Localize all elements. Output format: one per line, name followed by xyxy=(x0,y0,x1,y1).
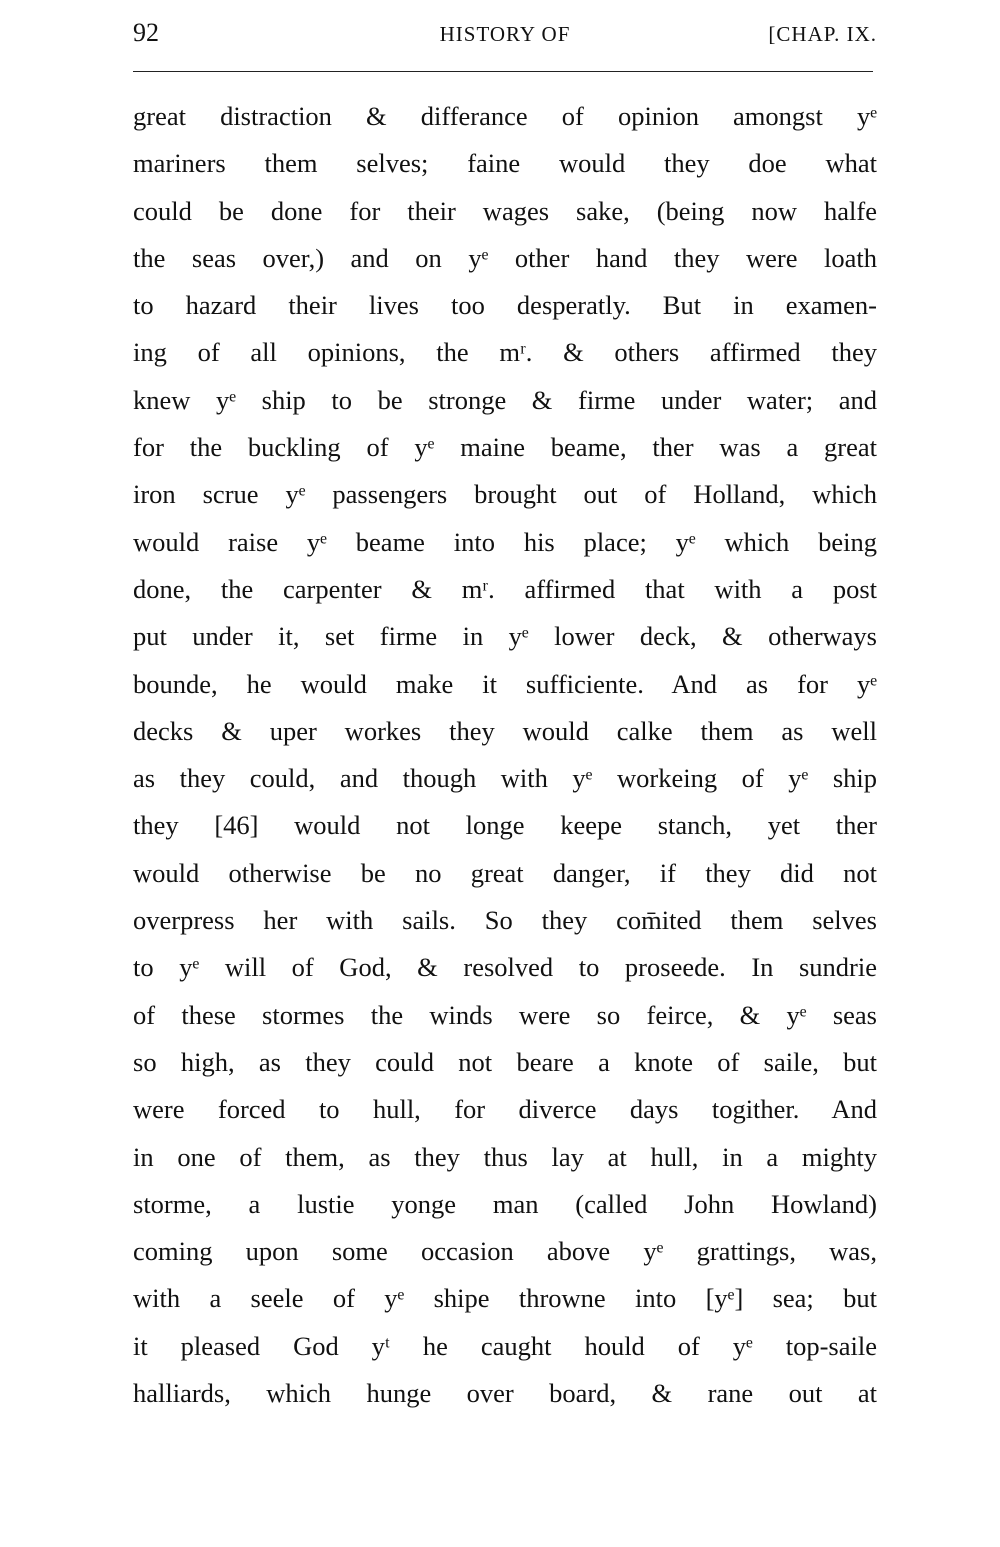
text-line xyxy=(133,995,877,1042)
text-line xyxy=(133,947,877,994)
text-line-content: could be done for their wages sake, (being now halfe xyxy=(133,195,877,226)
text-line-content: would otherwise be no great danger, if they did not xyxy=(133,857,877,888)
text-line xyxy=(133,853,877,900)
text-line-content: with a seele of yᵉ shipe throwne into [yᵉ] sea; but xyxy=(133,1283,877,1314)
text-line-content: mariners them selves; faine would they doe what xyxy=(133,148,877,179)
text-line-content: they [46] would not longe keepe stanch, yet ther xyxy=(133,810,877,841)
text-line xyxy=(133,522,877,569)
text-line xyxy=(133,143,877,190)
text-line xyxy=(133,664,877,711)
chapter-label: [CHAP. IX. xyxy=(768,22,877,46)
page-number: 92 xyxy=(133,18,159,47)
text-line-content: would raise yᵉ beame into his place; yᵉ which being xyxy=(133,526,877,557)
text-line xyxy=(133,474,877,521)
text-line xyxy=(133,191,877,238)
text-line-content: knew yᵉ ship to be stronge & firme under water; and xyxy=(133,384,877,415)
text-line-content: put under it, set firme in yᵉ lower deck, & otherways xyxy=(133,621,877,652)
text-line xyxy=(133,332,877,379)
text-line-content: for the buckling of yᵉ maine beame, ther was a great xyxy=(133,432,877,463)
text-line xyxy=(133,711,877,758)
text-line-content: bounde, he would make it sufficiente. And as for yᵉ xyxy=(133,668,877,699)
text-line-content: ing of all opinions, the mʳ. & others affirmed they xyxy=(133,337,877,368)
text-line xyxy=(133,758,877,805)
text-line-content: the seas over,) and on yᵉ other hand they were loath xyxy=(133,242,877,273)
text-line xyxy=(133,1373,877,1420)
text-line xyxy=(133,1089,877,1136)
text-line-content: were forced to hull, for diverce days togither. And xyxy=(133,1094,877,1125)
text-line xyxy=(133,96,877,143)
text-line-content: in one of them, as they thus lay at hull, in a mighty xyxy=(133,1141,877,1172)
text-line xyxy=(133,1278,877,1325)
header-rule xyxy=(133,71,873,72)
text-line xyxy=(133,569,877,616)
text-line xyxy=(133,805,877,852)
text-line xyxy=(133,238,877,285)
text-line-content: done, the carpenter & mʳ. affirmed that with a post xyxy=(133,573,877,604)
text-line-content: to hazard their lives too desperatly. But in examen- xyxy=(133,290,877,321)
text-line-content: decks & uper workes they would calke them as well xyxy=(133,715,877,746)
page-header xyxy=(133,18,877,58)
text-line-content: storme, a lustie yonge man (called John Howland) xyxy=(133,1188,877,1219)
text-line xyxy=(133,1137,877,1184)
text-line-content: halliards, which hunge over board, & rane out at xyxy=(133,1378,877,1409)
text-line-content: coming upon some occasion above yᵉ grattings, was, xyxy=(133,1236,877,1267)
text-line xyxy=(133,1231,877,1278)
text-line xyxy=(133,900,877,947)
text-line xyxy=(133,616,877,663)
text-line-content: overpress her with sails. So they com̄ited them selves xyxy=(133,905,877,936)
text-line-content: as they could, and though with yᵉ workeing of yᵉ ship xyxy=(133,763,877,794)
text-line-content: of these stormes the winds were so feirce, & yᵉ seas xyxy=(133,999,877,1030)
text-line xyxy=(133,427,877,474)
text-line xyxy=(133,1326,877,1373)
text-line xyxy=(133,1184,877,1231)
running-title: HISTORY OF xyxy=(439,22,571,46)
text-line-content: to yᵉ will of God, & resolved to proseede. In sundrie xyxy=(133,952,877,983)
text-line-content: so high, as they could not beare a knote of saile, but xyxy=(133,1046,877,1077)
text-line-content: it pleased God yᵗ he caught hould of yᵉ top-saile xyxy=(133,1330,877,1361)
body-text xyxy=(133,96,877,1420)
text-line xyxy=(133,285,877,332)
text-line xyxy=(133,1042,877,1089)
text-line-content: iron scrue yᵉ passengers brought out of Holland, which xyxy=(133,479,877,510)
text-line-content: great distraction & differance of opinion amongst yᵉ xyxy=(133,101,877,131)
text-line xyxy=(133,380,877,427)
